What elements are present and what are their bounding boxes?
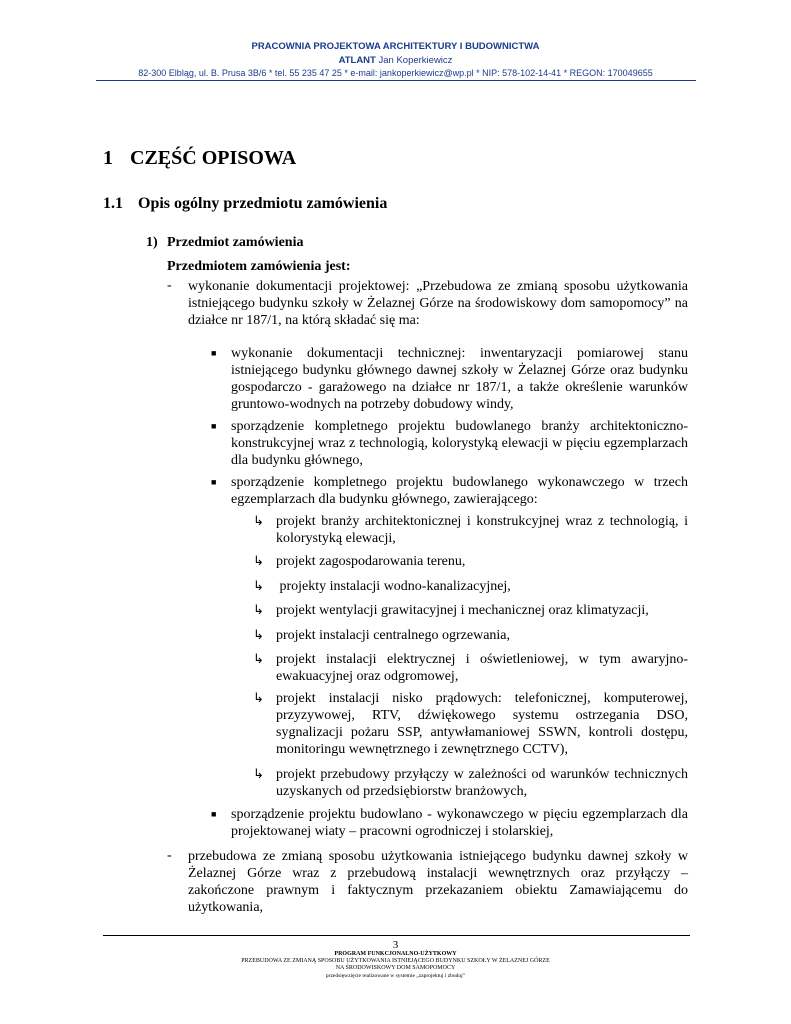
chapter-heading <box>103 147 296 170</box>
footer-divider <box>103 935 690 936</box>
company-owner-name: Jan Koperkiewicz <box>375 55 453 66</box>
arrow-marker: ↳ <box>253 603 264 618</box>
footer-note: przedsięwzięcie realizowane w systemie „zaprojektuj i zbuduj” <box>325 973 466 979</box>
intro-heading: Przedmiotem zamówienia jest: <box>167 259 351 274</box>
list-item-bullet-2: sporządzenie kompletnego projektu budowlanego branży architektoniczno-konstrukcyjnej wraz z technologią, kolorystyką elewacji w pięciu egzemplarzach dla budynku głównego, <box>231 419 688 468</box>
list-item-bullet-1: wykonanie dokumentacji technicznej: inwentaryzacji pomiarowej stanu istniejącego budynku głównego dawnej szkoły w Żelaznej Górze oraz budynku gospodarczo - garażowego na działce nr 187/1, a także określenie warunków gruntowo-wodnych na potrzeby dobudowy windy, <box>231 346 688 412</box>
section-heading <box>103 195 387 213</box>
bullet-marker: ■ <box>211 477 217 487</box>
company-brand: ATLANT <box>338 55 376 66</box>
arrow-marker: ↳ <box>253 767 264 782</box>
bullet-marker: ■ <box>211 421 217 431</box>
arrow-marker: ↳ <box>253 628 264 643</box>
bullet-marker: ■ <box>211 348 217 358</box>
list-item-arrow-4: projekt wentylacji grawitacyjnej i mechanicznej oraz klimatyzacji, <box>276 603 649 618</box>
section-number: 1.1 <box>103 195 123 212</box>
section-title: Opis ogólny przedmiotu zamówienia <box>138 195 388 212</box>
list-item-dash-1: wykonanie dokumentacji projektowej: „Przebudowa ze zmianą sposobu użytkowania istniejącego budynku szkoły w Żelaznej Górze na środowiskowy dom samopomocy” na działce nr 187/1, na którą składać się ma: <box>188 279 688 328</box>
footer-project-title-cont: NA ŚRODOWISKOWY DOM SAMOPOMOCY <box>335 965 456 971</box>
chapter-number: 1 <box>103 147 113 169</box>
list-item-bullet-3: sporządzenie kompletnego projektu budowlanego wykonawczego w trzech egzemplarzach dla budynku głównego, zawierającego: <box>231 475 688 507</box>
footer-project-title: PRZEBUDOWA ZE ZMIANĄ SPOSOBU UŻYTKOWANIA ISTNIEJĄCEGO BUDYNKU SZKOŁY W ŻELAZNEJ GÓRZE <box>241 958 550 964</box>
list-item-arrow-2: projekt zagospodarowania terenu, <box>276 554 466 569</box>
arrow-marker: ↳ <box>253 691 264 706</box>
subsection-heading <box>146 235 303 251</box>
chapter-title: CZĘŚĆ OPISOWA <box>130 147 297 169</box>
list-item-arrow-3: projekty instalacji wodno-kanalizacyjnej, <box>276 579 511 594</box>
company-owner <box>0 55 791 66</box>
arrow-marker: ↳ <box>253 554 264 569</box>
company-name: PRACOWNIA PROJEKTOWA ARCHITEKTURY I BUDOWNICTWA <box>251 41 540 52</box>
subsection-title: Przedmiot zamówienia <box>167 235 304 250</box>
arrow-marker: ↳ <box>253 579 264 594</box>
header-divider <box>96 80 696 81</box>
list-item-dash-2: przebudowa ze zmianą sposobu użytkowania istniejącego budynku dawnej szkoły w Żelaznej Górze wraz z przebudową instalacji wewnętrznych oraz przyłączy – zakończone prawnym i faktycznym przekazaniem obiektu Zamawiającemu do użytkowania, <box>188 849 688 915</box>
arrow-marker: ↳ <box>253 514 264 529</box>
page-number: 3 <box>392 939 399 951</box>
list-item-arrow-5: projekt instalacji centralnego ogrzewania, <box>276 628 511 643</box>
list-item-arrow-8: projekt przebudowy przyłączy w zależności od warunków technicznych uzyskanych od przedsiębiorstw branżowych, <box>276 767 688 799</box>
bullet-marker: ■ <box>211 809 217 819</box>
list-item-arrow-6: projekt instalacji elektrycznej i oświetleniowej, w tym awaryjno-ewakuacyjnej oraz odgromowej, <box>276 652 688 684</box>
arrow-marker: ↳ <box>253 652 264 667</box>
dash-marker: - <box>167 278 172 293</box>
subsection-number: 1) <box>146 235 158 250</box>
list-item-bullet-4: sporządzenie projektu budowlano - wykonawczego w pięciu egzemplarzach dla projektowanej wiaty – pracowni ogrodniczej i stolarskiej, <box>231 807 688 839</box>
footer-doc-type: PROGRAM FUNKCJONALNO-UŻYTKOWY <box>334 951 457 957</box>
list-item-arrow-7: projekt instalacji nisko prądowych: telefonicznej, komputerowej, przyzywowej, RTV, dźwiękowego systemu ostrzegania DSO, sygnalizacji pożaru SSP, antywłamaniowej SSWN, kontroli dostępu, monitoringu wewnętrznego i zewnętrznego CCTV), <box>276 691 688 757</box>
list-item-arrow-1: projekt branży architektonicznej i konstrukcyjnej wraz z technologią, i kolorystyką elewacji, <box>276 514 688 546</box>
company-contact: 82-300 Elbląg, ul. B. Prusa 3B/6 * tel. 55 235 47 25 * e-mail: jankoperkiewicz@wp.pl * NIP: 578-102-14-41 * REGON: 170049655 <box>138 68 653 78</box>
dash-marker: - <box>167 848 172 863</box>
